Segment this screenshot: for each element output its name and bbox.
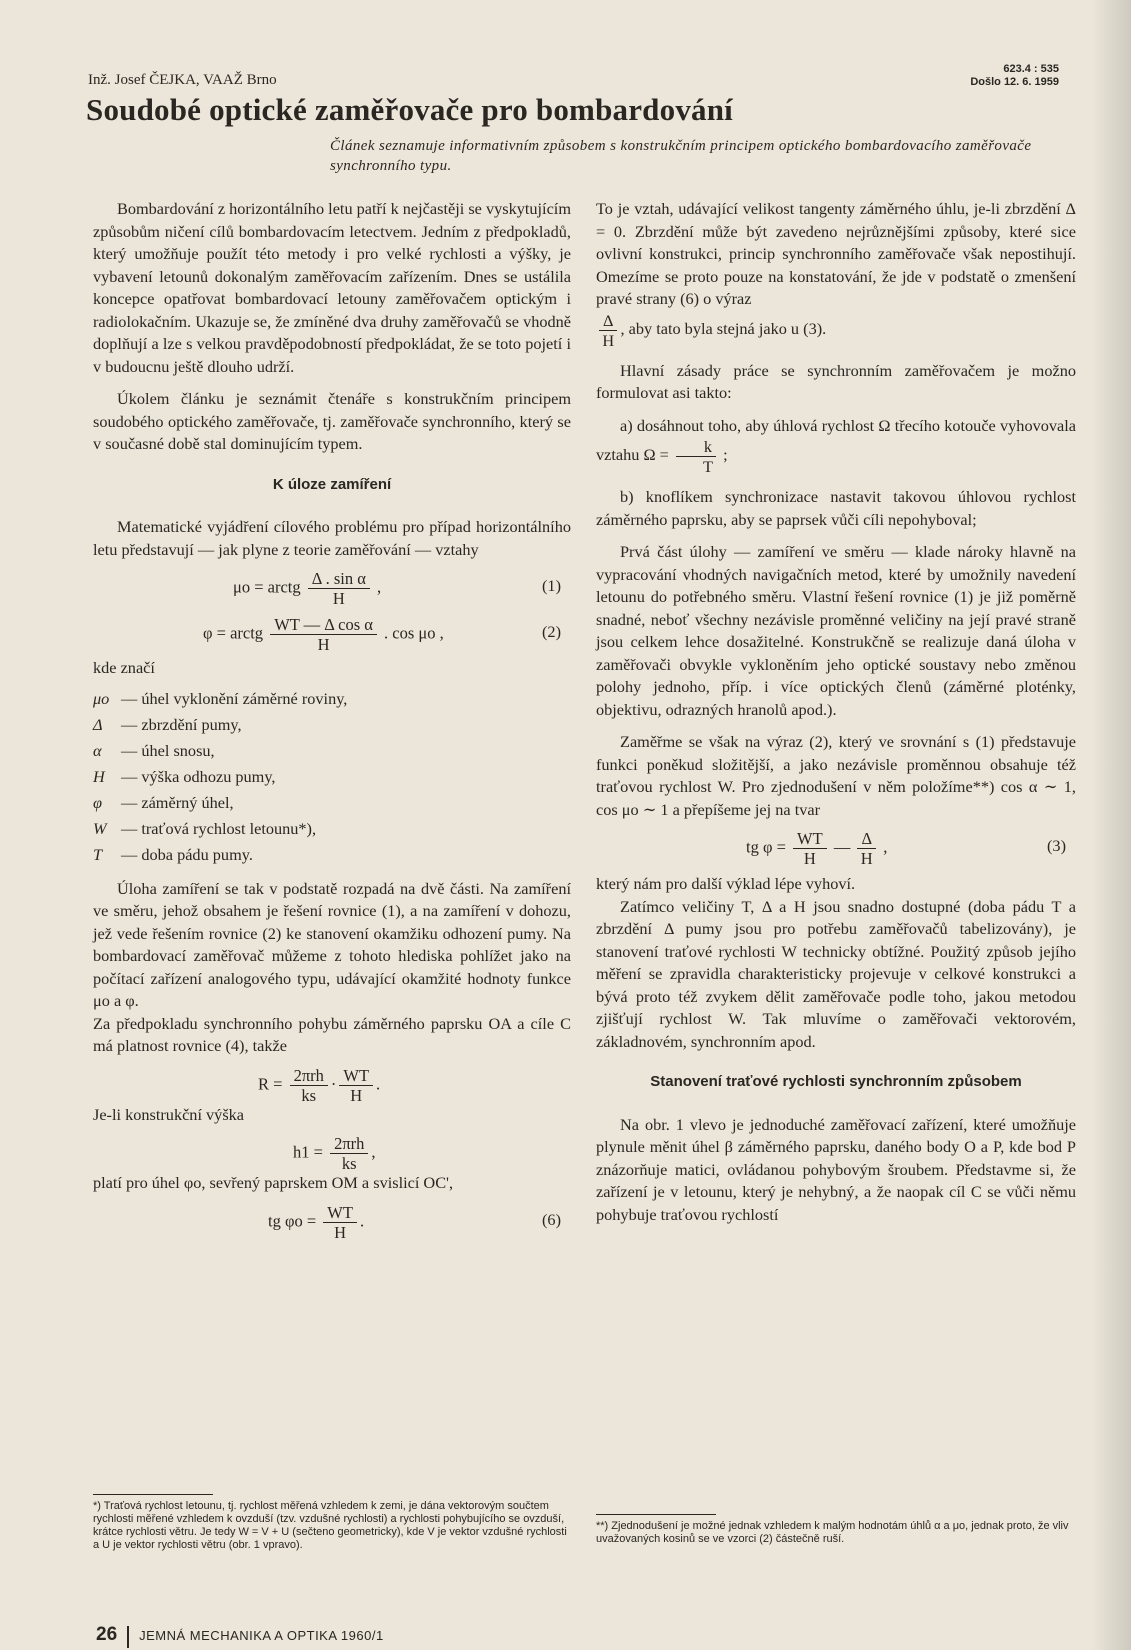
spine-shadow (1091, 0, 1131, 1650)
eq2-lhs: φ = arctg (203, 623, 264, 643)
section-heading-2: Stanovení traťové rychlosti synchronním způsobem (650, 1073, 1022, 1090)
kde-znaci: kde značí (93, 658, 155, 677)
definition-row: H — výška odhozu pumy, (93, 766, 276, 786)
equation-2: φ = arctg $\frac{\text{WT — Δ cos α}}{H}$ . cos μo , (2) (203, 615, 561, 654)
section-heading-1: K úloze zamíření (272, 475, 392, 493)
eq2-number: (2) (542, 622, 561, 641)
received-date: Došlo 12. 6. 1959 (970, 76, 1059, 88)
page-number: 26 (96, 1624, 118, 1645)
article-title: Soudobé optické zaměřovače pro bombardování (86, 92, 733, 127)
right-paragraph-3: Prvá část úlohy — zamíření ve směru — klade nároky hlavně na vypracování vhodných navigačních metod, které by umožnily navedení letounu do potřebného směru. Vlastní řešení rovnice (1) je již poměrně snadné, neboť všechny nezávisle proměnné veličiny na její pravé straně jsou celkem lehce dosažitelné. Konstrukčně se realizuje daná úloha v zaměřovači obvykle vykloněním jeho optické soustavy nebo změnou polohy jednoho, příp. i více optických členů (záměrné ploténky, objektivu, odrazných hranolů apod.). (596, 542, 1076, 719)
right-column (596, 198, 1076, 1226)
eq1-lhs: μo = arctg (233, 577, 301, 597)
footnote-rule-left (93, 1494, 213, 1495)
eq1-fraction: $\frac{\text{Δ . sin α}}{H}$ (308, 569, 370, 608)
footer-divider (127, 1626, 129, 1648)
definition-row: α — úhel snosu, (93, 740, 215, 760)
eq1-number: (1) (542, 576, 561, 595)
right-item-b: b) knoflíkem synchronizace nastavit takovou úhlovou rychlost záměrného paprsku, aby se paprsek vůči cíli nepohyboval; (596, 487, 1076, 529)
left-paragraph-6: Je-li konstrukční výška (93, 1104, 245, 1124)
right-paragraph-7: Na obr. 1 vlevo je jednoduché zaměřovací zařízení, které umožňuje plynule měnit úhel β záměrného paprsku, daného body O a P, kde bod P znázorňuje matici, ovládanou pohybovým šroubem. Představme si, že zařízení je v letounu, který je nehybný, a že naopak cíl C se vůči němu pohybuje traťovou rychlostí (596, 1114, 1076, 1224)
right-paragraph-1: To je vztah, udávající velikost tangenty záměrného úhlu, je-li zbrzdění Δ = 0. Zbrzdění může být zavedeno nejrůznějšími způsoby, které sice ovlivní konstrukci, princip synchronního zaměřovače však nepostihují. Omezíme se proto pouze na konstatování, že jde v podstatě o zmenšení pravé strany (6) o výraz (596, 199, 1076, 308)
author-line: Inž. Josef ČEJKA, VAAŽ Brno (88, 72, 277, 88)
left-paragraph-1: Bombardování z horizontálního letu patří k nejčastěji se vyskytujícím způsobům ničení cílů bombardovacím letectvem. Jedním z předpokladů, který umožňuje použít této metody i pro velké rychlosti a výšky, je vybavení letounů dokonalým zaměřovacím zařízením. Dnes se ustálila koncepce opatřovat bombardovací letouny zaměřovačem optickým i radiolokačním. Ukazuje se, že zmíněné dva druhy zaměřovačů se vhodně doplňují a lze s velkou pravděpodobností předpokládat, že se toto pojetí i v budoucnu ještě dlouho udrží. (93, 199, 571, 376)
right-paragraph-5: který nám pro další výklad lépe vyhoví. (596, 874, 856, 893)
right-paragraph-4: Zaměřme se však na výraz (2), který ve srovnání s (1) představuje funkci poněkud složitější, a jako nezávisle proměnnou obsahuje též traťovou rychlost W. Pro zjednodušení v něm položíme**) cos α ∼ 1, cos μo ∼ 1 a přepíšeme jej na tvar (596, 732, 1076, 819)
eq3-number: (3) (1047, 836, 1066, 855)
definition-row: φ — záměrný úhel, (93, 792, 234, 812)
eq6-number: (6) (542, 1209, 561, 1229)
footnote-left: *) Traťová rychlost letounu, tj. rychlost měřená vzhledem k zemi, je dána vektorovým součtem rychlosti měřené vzhledem k ovzduší (tzv. vzdušné rychlosti) a rychlosti pohybujícího se ovzduší, krátce rychlosti větru. Je tedy W = V + U (sečteno geometricky), kde V je vektor vzdušné rychlosti a U je vektor rychlosti větru (obr. 1 vpravo). (93, 1500, 567, 1551)
symbol-definitions (93, 686, 571, 868)
right-paragraph-2: Hlavní zásady práce se synchronním zaměřovačem je možno formulovat asi takto: (596, 360, 1076, 402)
journal-name: JEMNÁ MECHANIKA A OPTIKA 1960/1 (139, 1628, 384, 1643)
definition-row: μo — úhel vyklonění záměrné roviny, (93, 688, 348, 708)
eq2-fraction: $\frac{\text{WT — Δ cos α}}{H}$ (270, 615, 377, 654)
left-paragraph-5: Za předpokladu synchronního pohybu záměrného paprsku OA a cíle C má platnost rovnice (4), takže (93, 1013, 571, 1055)
definition-row: Δ — zbrzdění pumy, (93, 714, 242, 734)
right-item-a: a) dosáhnout toho, aby úhlová rychlost Ω třecího kotouče vyhovovala vztahu Ω = $\frac{k}{T}$ ; (596, 415, 1076, 476)
left-paragraph-3: Matematické vyjádření cílového problému pro případ horizontálního letu představují — jak plyne z teorie zaměřování — vztahy (93, 517, 571, 559)
equation-6: tg φo = $\frac{WT}{H}$ . (6) (268, 1202, 561, 1242)
udc-block (970, 63, 1059, 89)
abstract: Článek seznamuje informativním způsobem s konstrukčním principem optického bombardovacího zaměřovače synchronního typu. (330, 138, 1032, 174)
page-footer (96, 1624, 384, 1648)
equation-1: μo = arctg $\frac{\text{Δ . sin α}}{H}$ , (1) (233, 569, 561, 608)
equation-5: h1 = $\frac{\text{2πrh}}{ks}$ , (293, 1134, 376, 1173)
definition-row: W — traťová rychlost letounu*), (93, 818, 317, 838)
equation-3: tg φ = $\frac{WT}{H}$ — $\frac{\Delta}{H}$ , (3) (746, 829, 1066, 868)
udc-code: 623.4 : 535 (1003, 63, 1059, 75)
right-paragraph-6: Zatímco veličiny T, Δ a H jsou snadno dostupné (doba pádu T a zbrzdění Δ pumy jsou pro potřebu zaměřovačů tabelizovány), je stanovení traťové rychlosti W technicky obtížné. Použitý způsob jejího měření se zpravidla charakteristicky projevuje v celkové konstrukci a bývá proto též zvykem dělit zaměřovače podle toho, jakou metodou zjišťují rychlost W. Tak mluvíme o zaměřovači vektorovém, základnovém, synchronním apod. (596, 896, 1076, 1051)
footnote-right: **) Zjednodušení je možné jednak vzhledem k malým hodnotám úhlů α a μo, jednak proto, že vliv uvažovaných kosinů se ve vzorci (2) částečně ruší. (596, 1520, 1069, 1545)
right-paragraph-1-tail: $\frac{\Delta}{H}$ , aby tato byla stejná jako u (3). (596, 311, 1076, 350)
left-paragraph-2: Úkolem článku je seznámit čtenáře s konstrukčním principem soudobého optického zaměřovače, tj. zaměřovače synchronního, který se v současné době stal dominujícím typem. (93, 389, 571, 453)
left-column (93, 198, 571, 1241)
left-paragraph-7: platí pro úhel φo, sevřený paprskem OM a svislicí OC', (93, 1173, 454, 1192)
left-paragraph-4: Úloha zamíření se tak v podstatě rozpadá na dvě části. Na zamíření ve směru, jehož obsahem je řešení rovnice (1), a na zamíření v dohozu, jež vede řešením rovnice (2) ke stanovení okamžiku odhození pumy. Na bombardovací zaměřovač můžeme z tohoto hlediska pohlížet jako na počítací zařízení analogového typu, udávající okamžité hodnoty funkce μo a φ. (93, 878, 571, 1010)
footnote-rule-right (596, 1514, 716, 1515)
definition-row: T — doba pádu pumy. (93, 844, 253, 864)
equation-4: R = $\frac{\text{2πrh}}{ks}$ · $\frac{WT}{H}$ . (258, 1065, 381, 1105)
